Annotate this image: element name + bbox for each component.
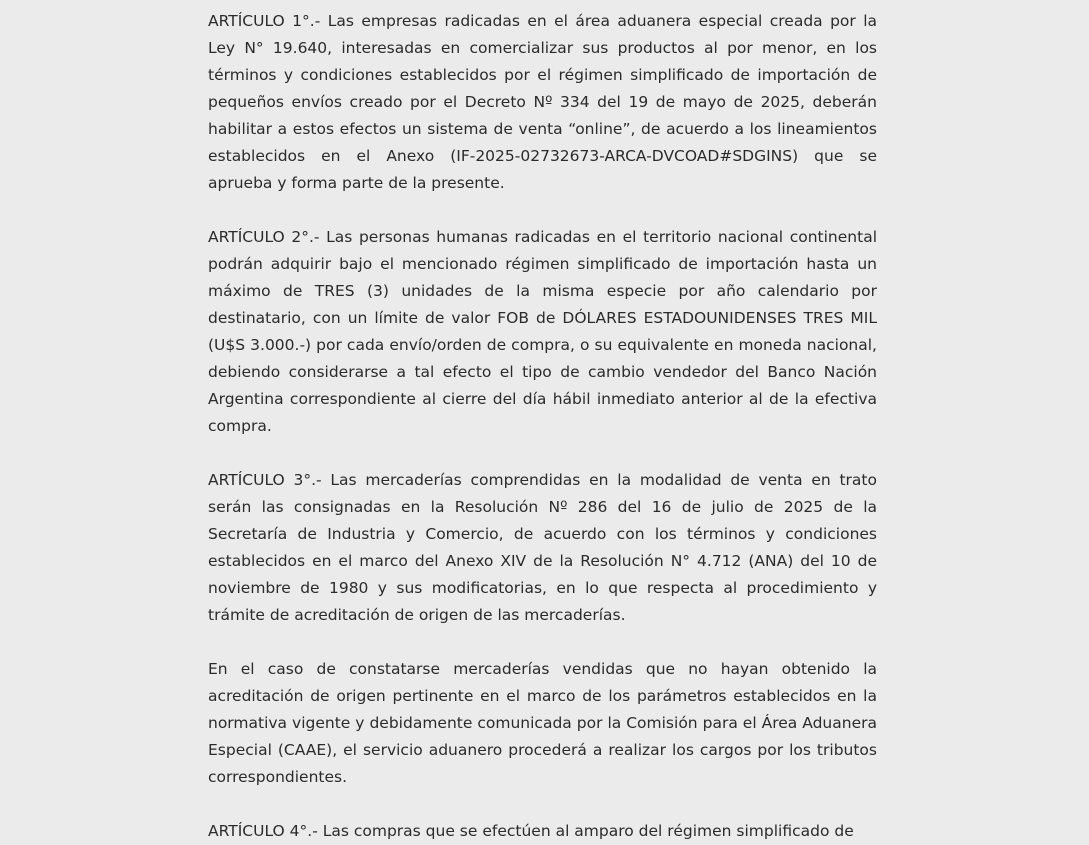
article-2-paragraph: ARTÍCULO 2°.- Las personas humanas radicadas en el territorio nacional continental podrán adquirir bajo el mencionado régimen simplificado de importación hasta un máximo de TRES (3) unidades de la misma especie por año calendario por destinatario, con un límite de valor FOB de DÓLARES ESTADOUNIDENSES TRES MIL (U$S 3.000.-) por cada envío/orden de compra, o su equivalente en moneda nacional, debiendo considerarse a tal efecto el tipo de cambio vendedor del Banco Nación Argentina correspondiente al cierre del día hábil inmediato anterior al de la efectiva compra.: [208, 228, 877, 435]
document-body: [208, 8, 877, 845]
article-3-continuation-paragraph: En el caso de constatarse mercaderías vendidas que no hayan obtenido la acreditación de origen pertinente en el marco de los parámetros establecidos en la normativa vigente y debidamente comunicada por la Comisión para el Área Aduanera Especial (CAAE), el servicio aduanero procederá a realizar los cargos por los tributos correspondientes.: [208, 660, 877, 786]
article-3-paragraph: ARTÍCULO 3°.- Las mercaderías comprendidas en la modalidad de venta en trato serán las consignadas en la Resolución Nº 286 del 16 de julio de 2025 de la Secretaría de Industria y Comercio, de acuerdo con los términos y condiciones establecidos en el marco del Anexo XIV de la Resolución N° 4.712 (ANA) del 10 de noviembre de 1980 y sus modificatorias, en lo que respecta al procedimiento y trámite de acreditación de origen de las mercaderías.: [208, 471, 877, 624]
article-4-paragraph: ARTÍCULO 4°.- Las compras que se efectúen al amparo del régimen simplificado de: [208, 822, 854, 840]
article-1-paragraph: ARTÍCULO 1°.- Las empresas radicadas en el área aduanera especial creada por la Ley N° 19.640, interesadas en comercializar sus productos al por menor, en los términos y condiciones establecidos por el régimen simplificado de importación de pequeños envíos creado por el Decreto Nº 334 del 19 de mayo de 2025, deberán habilitar a estos efectos un sistema de venta “online”, de acuerdo a los lineamientos establecidos en el Anexo (IF-2025-02732673-ARCA-DVCOAD#SDGINS) que se aprueba y forma parte de la presente.: [208, 12, 877, 192]
